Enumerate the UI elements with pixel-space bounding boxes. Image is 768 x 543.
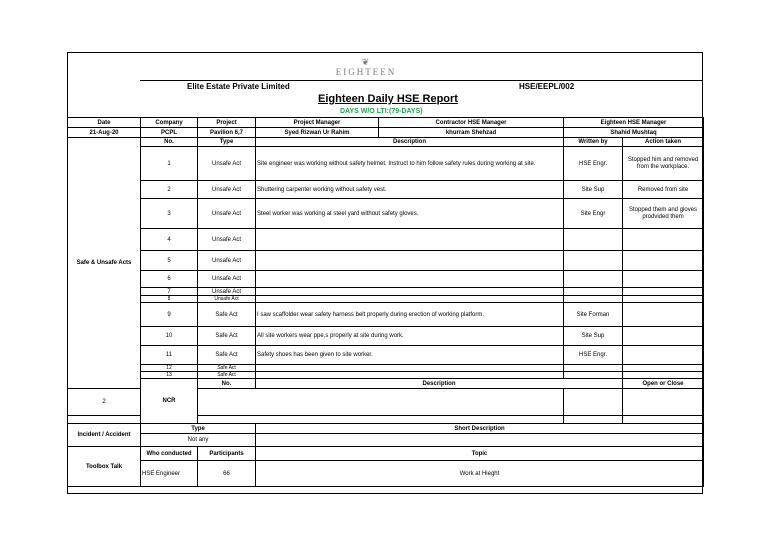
toolbox-section-label: Toolbox Talk — [68, 447, 141, 487]
toolbox-row — [68, 461, 704, 487]
act-row — [68, 303, 704, 327]
act-type: Unsafe Act — [198, 147, 256, 181]
act-action — [623, 271, 704, 288]
eighteen-hse-manager-header: Eighteen HSE Manager — [564, 118, 704, 128]
act-written-by: Site Sup — [564, 181, 623, 199]
act-description — [256, 372, 564, 379]
ncr-header-row — [68, 379, 704, 389]
toolbox-header-row — [68, 447, 704, 461]
acts-no-header: No. — [141, 138, 198, 147]
act-no: 5 — [141, 251, 198, 271]
act-type: Unsafe Act — [198, 271, 256, 288]
act-type: Safe Act — [198, 327, 256, 346]
act-description: I saw scaffolder wear safety harness belt properly during erection of working platform. — [256, 303, 564, 327]
act-type: Safe Act — [198, 365, 256, 372]
act-row — [68, 372, 704, 379]
ncr-raised-by — [623, 389, 704, 416]
logo-wordmark: EIGHTEEN — [335, 67, 397, 77]
act-row — [68, 271, 704, 288]
incident-type-header: Type — [141, 424, 256, 434]
act-action — [623, 251, 704, 271]
logo-emblem-icon: ❦ — [361, 57, 371, 67]
incident-type-value: Not any — [141, 434, 256, 447]
toolbox-topic-header: Topic — [256, 447, 704, 461]
act-written-by: Site Engr — [564, 199, 623, 229]
act-row — [68, 346, 704, 365]
act-written-by: Site Forman — [564, 303, 623, 327]
act-action — [623, 229, 704, 251]
act-row — [68, 199, 704, 229]
ncr-open-close — [564, 389, 623, 416]
toolbox-topic: Work at Hieght — [256, 461, 704, 487]
project-value: Pavilion 6,7 — [198, 128, 256, 138]
incident-short-description — [256, 434, 704, 447]
act-row — [68, 251, 704, 271]
act-row — [68, 181, 704, 199]
act-type: Safe Act — [198, 372, 256, 379]
act-action — [623, 365, 704, 372]
act-no: 8 — [141, 296, 198, 303]
ncr-open-close-header: Open or Close — [623, 379, 704, 389]
act-no: 11 — [141, 346, 198, 365]
company-value: PCPL — [141, 128, 198, 138]
act-written-by — [564, 229, 623, 251]
act-description — [256, 296, 564, 303]
act-action — [623, 288, 704, 296]
act-no: 6 — [141, 271, 198, 288]
project-manager-value: Syed Rizwan Ur Rahim — [256, 128, 379, 138]
toolbox-participants-header: Participants — [198, 447, 256, 461]
act-row — [68, 327, 704, 346]
act-row — [68, 296, 704, 303]
act-no: 4 — [141, 229, 198, 251]
act-type: Unsafe Act — [198, 199, 256, 229]
acts-header-row — [68, 138, 704, 147]
act-type: Unsafe Act — [198, 296, 256, 303]
act-row — [68, 365, 704, 372]
act-action: Stopped them and gloves prodvided them — [623, 199, 704, 229]
date-header: Date — [68, 118, 141, 128]
incident-short-description-header: Short Description — [256, 424, 704, 434]
info-value-row — [68, 128, 704, 138]
ncr-description — [198, 389, 564, 416]
eighteen-hse-manager-value: Shahid Mushtaq — [564, 128, 704, 138]
ncr-description-header: Description — [256, 379, 623, 389]
act-no: 10 — [141, 327, 198, 346]
act-description — [256, 271, 564, 288]
act-type: Unsafe Act — [198, 251, 256, 271]
act-no: 2 — [141, 181, 198, 199]
act-written-by: HSE Engr. — [564, 147, 623, 181]
ncr-no: 2 — [68, 389, 141, 416]
ncr-section-label: NCR — [141, 379, 198, 424]
act-action — [623, 327, 704, 346]
project-manager-header: Project Manager — [256, 118, 379, 128]
report-table — [67, 117, 704, 487]
acts-description-header: Description — [256, 138, 564, 147]
report-title: Eighteen Daily HSE Report — [318, 93, 458, 105]
act-description: Safety shoes has been given to site worker. — [256, 346, 564, 365]
acts-section-label: Safe & Unsafe Acts — [68, 138, 141, 389]
header-divider — [140, 80, 703, 81]
project-header: Project — [198, 118, 256, 128]
act-action — [623, 296, 704, 303]
act-type: Unsafe Act — [198, 229, 256, 251]
document-number: HSE/EEPL/002 — [519, 82, 575, 91]
toolbox-who: HSE Engineer — [141, 461, 198, 487]
act-no: 12 — [141, 365, 198, 372]
act-type: Unsafe Act — [198, 288, 256, 296]
act-written-by — [564, 251, 623, 271]
act-written-by — [564, 372, 623, 379]
act-action — [623, 303, 704, 327]
act-action: Stopped him and removed from the workplace. — [623, 147, 704, 181]
act-written-by — [564, 296, 623, 303]
info-header-row — [68, 118, 704, 128]
act-written-by — [564, 365, 623, 372]
act-type: Unsafe Act — [198, 181, 256, 199]
act-description: Steel worker was working at steel yard without safety gloves. — [256, 199, 564, 229]
contractor-hse-manager-value: khurram Shehzad — [379, 128, 564, 138]
act-no: 1 — [141, 147, 198, 181]
incident-header-row — [68, 424, 704, 434]
act-description — [256, 229, 564, 251]
act-row — [68, 288, 704, 296]
ncr-no-header: No. — [198, 379, 256, 389]
act-action: Removed from site — [623, 181, 704, 199]
act-no: 9 — [141, 303, 198, 327]
act-row — [68, 147, 704, 181]
contractor-hse-manager-header: Contractor HSE Manager — [379, 118, 564, 128]
date-value: 21-Aug-20 — [68, 128, 141, 138]
act-written-by: HSE Engr. — [564, 346, 623, 365]
act-written-by — [564, 288, 623, 296]
act-description — [256, 288, 564, 296]
act-no: 13 — [141, 372, 198, 379]
act-description — [256, 365, 564, 372]
act-description: Site engineer was working without safety helmet. Instruct to him follow safety rules during working at site. — [256, 147, 564, 181]
act-action — [623, 372, 704, 379]
act-written-by — [564, 271, 623, 288]
company-logo — [318, 58, 414, 77]
company-header: Company — [141, 118, 198, 128]
act-type: Safe Act — [198, 346, 256, 365]
act-description: Shuttering carpenter working without safety vest. — [256, 181, 564, 199]
incident-row — [68, 434, 704, 447]
toolbox-who-header: Who conducted — [141, 447, 198, 461]
acts-type-header: Type — [198, 138, 256, 147]
act-no: 7 — [141, 288, 198, 296]
act-action — [623, 346, 704, 365]
incident-section-label: Incident / Accident — [68, 424, 141, 447]
toolbox-participants: 66 — [198, 461, 256, 487]
act-written-by: Site Sup — [564, 327, 623, 346]
acts-written-by-header: Written by — [564, 138, 623, 147]
act-description — [256, 251, 564, 271]
act-description: All site workers wear ppe,s properly at site during work. — [256, 327, 564, 346]
company-name: Elite Estate Private Limited — [187, 82, 290, 91]
act-row — [68, 229, 704, 251]
acts-action-header: Action taken — [623, 138, 704, 147]
act-type: Safe Act — [198, 303, 256, 327]
act-no: 3 — [141, 199, 198, 229]
days-without-lti: DAYS W/O LTI:(79-DAYS) — [340, 108, 423, 115]
